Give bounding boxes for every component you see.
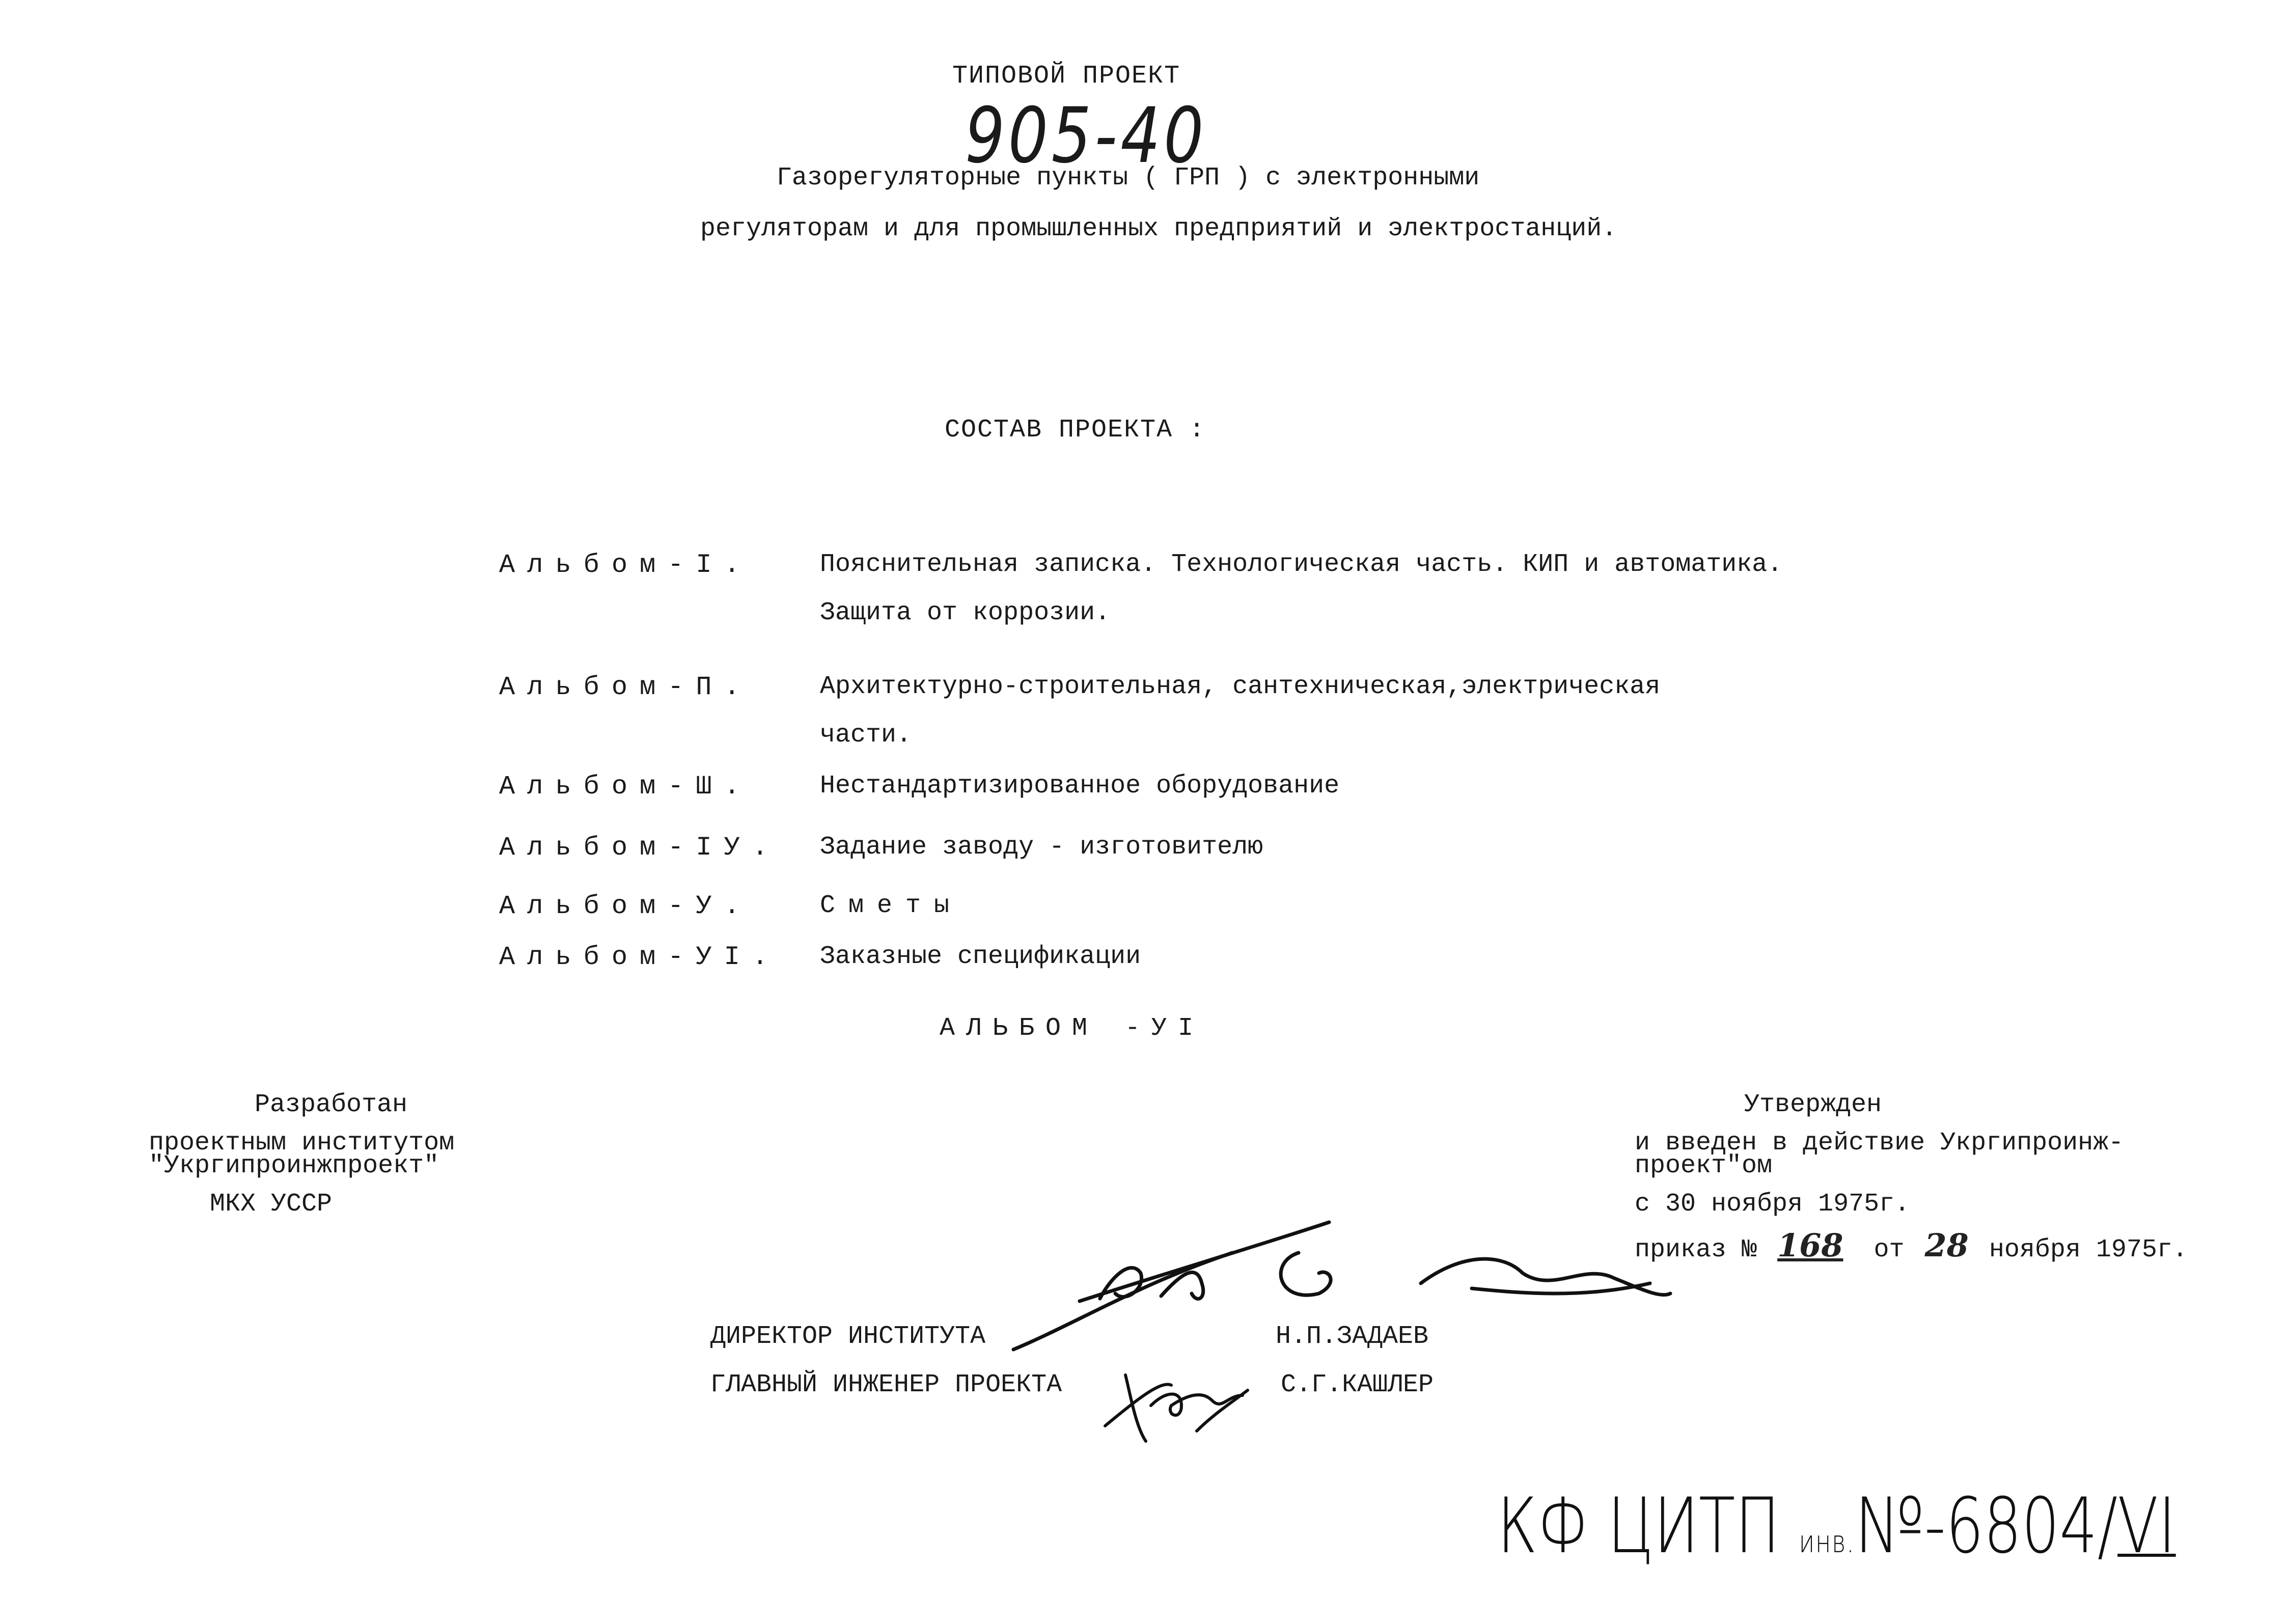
- stamp-inv: инв.: [1799, 1524, 1855, 1560]
- director-title: ДИРЕКТОР ИНСТИТУТА: [710, 1322, 986, 1351]
- album-3-desc-line-1: Нестандартизированное оборудование: [820, 772, 1340, 801]
- album-1-label: Альбом-I.: [499, 550, 752, 580]
- director-name: Н.П.ЗАДАЕВ: [1276, 1322, 1429, 1351]
- order-from: от: [1874, 1235, 1905, 1264]
- composition-heading: СОСТАВ ПРОЕКТА :: [945, 416, 1206, 445]
- album-5-desc-line-1: Сметы: [820, 891, 963, 920]
- chief-engineer-title: ГЛАВНЫЙ ИНЖЕНЕР ПРОЕКТА: [710, 1370, 1062, 1399]
- album-3-label: Альбом-Ш.: [499, 772, 752, 802]
- developed-line-1: проектным институтом: [149, 1128, 455, 1158]
- order-prefix: приказ №: [1635, 1235, 1757, 1264]
- album-6-label: Альбом-УI.: [499, 942, 781, 972]
- album-6-desc-line-1: Заказные спецификации: [820, 942, 1141, 971]
- current-album: АЛЬБОМ -УI: [940, 1014, 1205, 1043]
- project-number: 905-40: [965, 92, 1207, 180]
- project-type-label: ТИПОВОЙ ПРОЕКТ: [952, 62, 1181, 91]
- approved-line-3: с 30 ноября 1975г.: [1635, 1190, 1910, 1219]
- stamp-album: VI: [2117, 1482, 2176, 1571]
- chief-engineer-name: С.Г.КАШЛЕР: [1281, 1370, 1434, 1399]
- album-2-label: Альбом-П.: [499, 672, 752, 702]
- album-4-label: Альбом-IУ.: [499, 833, 781, 863]
- album-2-desc-line-2: части.: [820, 721, 912, 750]
- approved-heading: Утвержден: [1744, 1090, 1882, 1119]
- approved-line-2: проект"ом: [1635, 1151, 1773, 1180]
- album-4-desc-line-1: Задание заводу - изготовителю: [820, 833, 1263, 862]
- album-2-desc-line-1: Архитектурно-строительная, сантехническая,электрическая: [820, 672, 1661, 701]
- stamp-prefix: КФ ЦИТП: [1497, 1482, 1780, 1571]
- developed-heading: Разработан: [255, 1090, 408, 1119]
- stamp-number: №-6804/: [1855, 1482, 2118, 1571]
- order-date-rest: ноября 1975г.: [1989, 1235, 2188, 1264]
- chief-engineer-signature: [1095, 1344, 1299, 1446]
- developed-line-3: МКХ УССР: [210, 1190, 333, 1219]
- project-title-line-1: Газорегуляторные пункты ( ГРП ) с электронными: [777, 163, 1480, 192]
- archive-stamp: [1497, 1482, 2176, 1571]
- order-number: 168: [1777, 1227, 1843, 1264]
- developed-line-2: "Укргипроинжпроект": [149, 1151, 439, 1180]
- album-5-label: Альбом-У.: [499, 891, 752, 921]
- director-signature: [1013, 1212, 1726, 1365]
- project-title-line-2: регуляторам и для промышленных предприятий и электростанций.: [700, 214, 1617, 243]
- album-1-desc-line-2: Защита от коррозии.: [820, 598, 1111, 627]
- approved-line-1: и введен в действие Укргипроинж-: [1635, 1128, 2124, 1158]
- order-day: 28: [1924, 1227, 1969, 1264]
- album-1-desc-line-1: Пояснительная записка. Технологическая часть. КИП и автоматика.: [820, 550, 1783, 579]
